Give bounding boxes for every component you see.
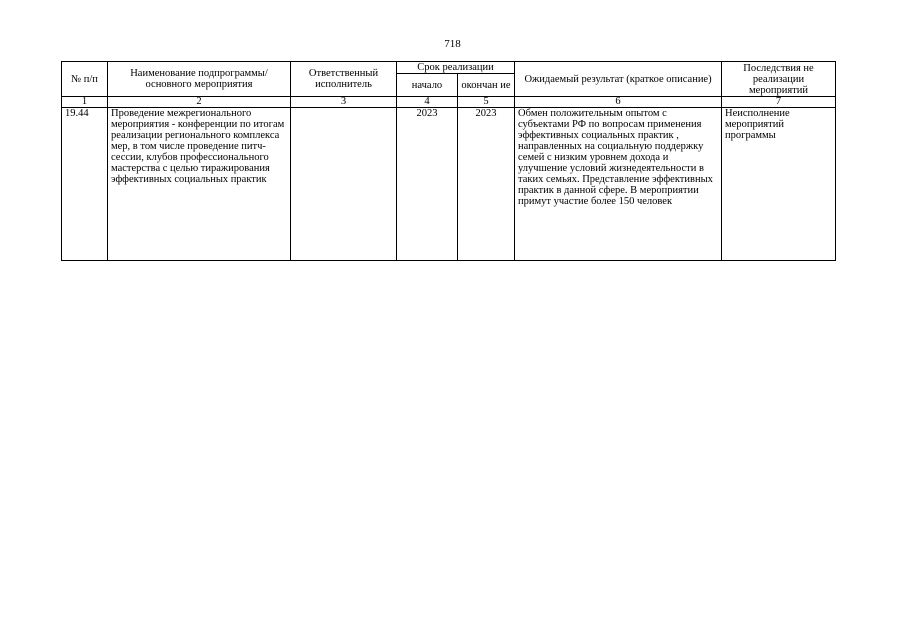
row-name: Проведение межрегионального мероприятия - конференции по итогам реализации регионального комплекса мер, в том числе проведение питч-сессии, клубов профессионального мастерства с целью тиражирования эффективных социальных практик <box>108 108 291 261</box>
column-number: 5 <box>458 97 515 108</box>
column-number-row <box>62 97 836 108</box>
header-consequences: Последствия не реализации мероприятий <box>722 62 836 97</box>
row-responsible <box>291 108 397 261</box>
program-table <box>61 61 836 261</box>
column-number: 7 <box>722 97 836 108</box>
column-number: 6 <box>515 97 722 108</box>
row-end: 2023 <box>458 108 515 261</box>
header-responsible: Ответственный исполнитель <box>291 62 397 97</box>
column-number: 1 <box>62 97 108 108</box>
header-result: Ожидаемый результат (краткое описание) <box>515 62 722 97</box>
header-num: № п/п <box>62 62 108 97</box>
column-number: 3 <box>291 97 397 108</box>
header-name: Наименование подпрограммы/ основного мероприятия <box>108 62 291 97</box>
table-row <box>62 108 836 261</box>
row-num: 19.44 <box>62 108 108 261</box>
column-number: 4 <box>397 97 458 108</box>
header-end: окончан ие <box>458 74 515 97</box>
header-period: Срок реализации <box>397 62 515 74</box>
page-number: 718 <box>444 38 461 50</box>
row-consequences: Неисполнение мероприятий программы <box>722 108 836 261</box>
column-number: 2 <box>108 97 291 108</box>
header-row-top <box>62 62 836 74</box>
row-result: Обмен положительным опытом с субъектами РФ по вопросам применения эффективных социальных практик , направленных на социальную поддержку семей с низким уровнем дохода и улучшение условий жизнедеятельности в таких семьях. Представление эффективных практик в данной сфере. В мероприятии примут участие более 150 человек <box>515 108 722 261</box>
header-start: начало <box>397 74 458 97</box>
row-start: 2023 <box>397 108 458 261</box>
